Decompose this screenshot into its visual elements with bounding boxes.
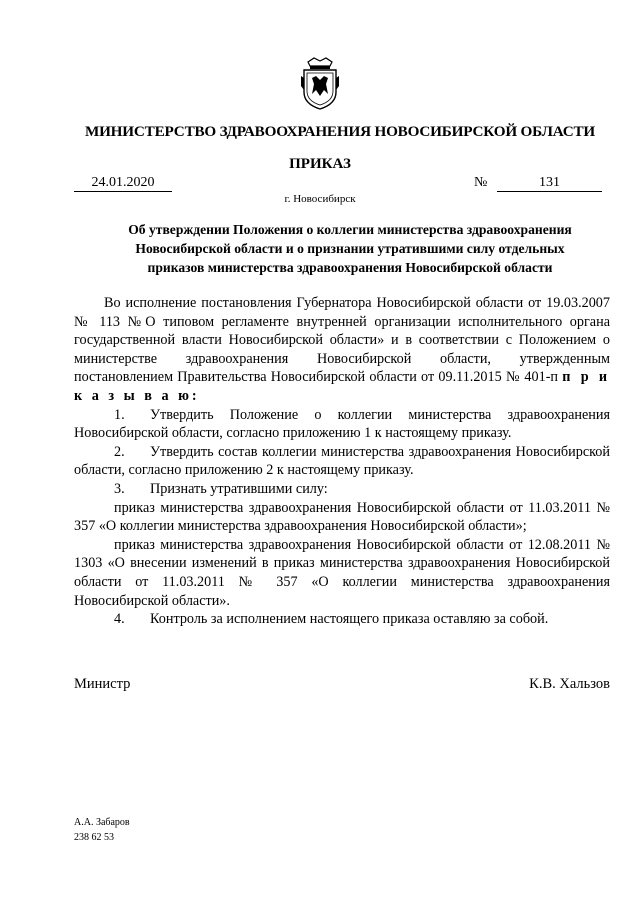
item-number: 1. [114, 406, 125, 423]
order-date: 24.01.2020 [74, 174, 172, 192]
item-number: 3. [114, 480, 125, 497]
item-text: Утвердить Положение о коллегии министерства здравоохранения Новосибирской области, согласно приложению 1 к настоящему приказу. [74, 406, 610, 442]
executor-name: А.А. Забаров [74, 817, 130, 828]
item-text: Признать утратившими силу: [150, 480, 328, 497]
list-item [74, 443, 610, 480]
repealed-item: приказ министерства здравоохранения Новосибирской области от 11.03.2011 № 357 «О коллегии министерства здравоохранения Новосибирской области»; [74, 499, 610, 535]
item-text: Утвердить состав коллегии министерства здравоохранения Новосибирской области, согласно приложению 2 к настоящему приказу. [74, 443, 610, 479]
executor-phone: 238 62 53 [74, 832, 114, 843]
signer-name: К.В. Хальзов [529, 676, 610, 692]
signer-position: Министр [74, 676, 131, 692]
order-body [74, 294, 610, 629]
preamble-paragraph [74, 294, 610, 406]
executor-info [74, 815, 130, 845]
document-type: ПРИКАЗ [289, 156, 351, 172]
title-line: Новосибирской области и о признании утратившими силу отдельных [135, 241, 565, 256]
title-line: приказов министерства здравоохранения Новосибирской области [147, 260, 553, 275]
order-number: 131 [497, 174, 602, 192]
ministry-name: МИНИСТЕРСТВО ЗДРАВООХРАНЕНИЯ НОВОСИБИРСКОЙ ОБЛАСТИ [84, 123, 596, 140]
order-word: п р и к а з ы в а ю: [74, 369, 611, 404]
list-item [74, 610, 610, 629]
number-label: № [474, 175, 488, 190]
item-number: 4. [114, 611, 125, 628]
coat-of-arms-icon [300, 56, 340, 112]
list-item [74, 480, 610, 499]
preamble-text: Во исполнение постановления Губернатора Новосибирской области от 19.03.2007 № 113 №О типовом регламенте внутренней организации исполнительного органа государственной власти Новосибирской области» и в соответствии с Положением о министерстве здравоохранения Новосибирской области, утвержденным постановлением Правительства Новосибирской области от 09.11.2015 № 401-п [74, 295, 610, 386]
order-title [90, 220, 610, 277]
list-item [74, 406, 610, 443]
item-number: 2. [114, 443, 125, 460]
item-text: Контроль за исполнением настоящего приказа оставляю за собой. [150, 611, 549, 628]
repealed-item: приказ министерства здравоохранения Новосибирской области от 12.08.2011 № 1303 «О внесении изменений в приказ министерства здравоохранения Новосибирской области от 11.03.2011 № 357 «О коллегии министерства здравоохранения Новосибирской области». [74, 536, 610, 609]
city: г. Новосибирск [284, 193, 356, 205]
title-line: Об утверждении Положения о коллегии министерства здравоохранения [128, 222, 572, 237]
